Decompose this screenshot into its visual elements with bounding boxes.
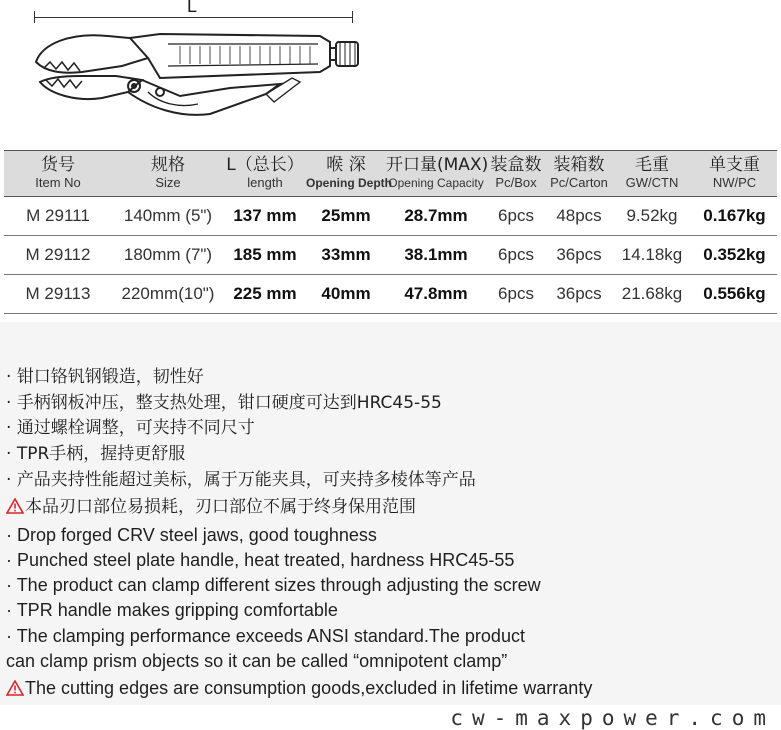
dimension-line — [34, 17, 352, 18]
header-size: 规格 Size — [151, 155, 185, 190]
cell-capacity: 28.7mm — [404, 206, 468, 225]
feature-en-1: · Drop forged CRV steel jaws, good toughness — [6, 525, 377, 545]
warning-cn: 本品刃口部位易损耗，刃口部位不属于终身保用范围 — [6, 492, 416, 517]
cell-item: M 29111 — [26, 206, 90, 225]
header-nw: 单支重 NW/PC — [709, 155, 760, 190]
cell-nw: 0.556kg — [703, 284, 766, 303]
cell-length: 137 mm — [233, 206, 297, 225]
feature-cn-4: · TPR手柄，握持更舒服 — [6, 444, 186, 464]
warning-triangle-icon — [6, 680, 24, 696]
feature-en-3: · The product can clamp different sizes through adjusting the screw — [6, 575, 541, 595]
cell-item: M 29112 — [25, 245, 91, 264]
cell-gw: 14.18kg — [621, 245, 683, 264]
cell-gw: 21.68kg — [621, 284, 683, 303]
table-header — [4, 150, 777, 197]
spec-table — [4, 150, 777, 314]
cell-size: 220mm(10") — [121, 284, 215, 303]
cell-length: 185 mm — [233, 245, 297, 264]
header-length: L（总长） length — [226, 155, 304, 190]
table-row — [4, 275, 777, 314]
cell-length: 225 mm — [233, 284, 297, 303]
feature-en-2: · Punched steel plate handle, heat treated, hardness HRC45-55 — [6, 550, 515, 570]
table-row — [4, 197, 777, 236]
header-opening-depth: 喉 深 Opening Depth — [306, 155, 392, 190]
cell-carton: 36pcs — [556, 245, 602, 264]
website-url: cw-maxpower.com — [450, 706, 775, 730]
dimension-label: L — [187, 0, 198, 16]
feature-cn-1: · 钳口铬钒钢锻造，韧性好 — [6, 367, 204, 387]
cell-box: 6pcs — [498, 245, 534, 264]
header-pc-carton: 装箱数 Pc/Carton — [550, 155, 608, 190]
cell-capacity: 47.8mm — [404, 284, 468, 303]
header-opening-capacity: 开口量(MAX) Opening Capacity — [386, 155, 489, 190]
cell-item: M 29113 — [25, 284, 91, 303]
warning-en: The cutting edges are consumption goods,excluded in lifetime warranty — [6, 678, 592, 699]
cell-depth: 40mm — [321, 284, 371, 303]
cell-carton: 48pcs — [556, 206, 602, 225]
cell-depth: 25mm — [321, 206, 371, 225]
locking-plier-icon — [30, 22, 365, 134]
cell-size: 180mm (7") — [123, 245, 213, 264]
cell-carton: 36pcs — [556, 284, 602, 303]
cell-gw: 9.52kg — [626, 206, 678, 225]
feature-cn-3: · 通过螺栓调整，可夹持不同尺寸 — [6, 418, 255, 438]
cell-depth: 33mm — [321, 245, 371, 264]
feature-en-5: · The clamping performance exceeds ANSI standard.The product — [6, 626, 525, 646]
header-pc-box: 装盒数 Pc/Box — [490, 155, 542, 190]
feature-cn-2: · 手柄钢板冲压，整支热处理，钳口硬度可达到HRC45-55 — [6, 393, 442, 413]
cell-capacity: 38.1mm — [404, 245, 468, 264]
cell-nw: 0.167kg — [703, 206, 766, 225]
feature-cn-5: · 产品夹持性能超过美标，属于万能夹具，可夹持多棱体等产品 — [6, 470, 476, 490]
header-gw: 毛重 GW/CTN — [625, 155, 679, 190]
table-row — [4, 236, 777, 275]
cell-box: 6pcs — [498, 284, 534, 303]
cell-nw: 0.352kg — [703, 245, 766, 264]
feature-en-5-continued: can clamp prism objects so it can be called “omnipotent clamp” — [6, 651, 508, 671]
feature-en-4: · TPR handle makes gripping comfortable — [6, 600, 338, 620]
cell-size: 140mm (5") — [123, 206, 213, 225]
header-item-no: 货号 Item No — [35, 155, 81, 190]
features-panel — [0, 322, 781, 705]
warning-triangle-icon — [6, 498, 24, 514]
cell-box: 6pcs — [498, 206, 534, 225]
